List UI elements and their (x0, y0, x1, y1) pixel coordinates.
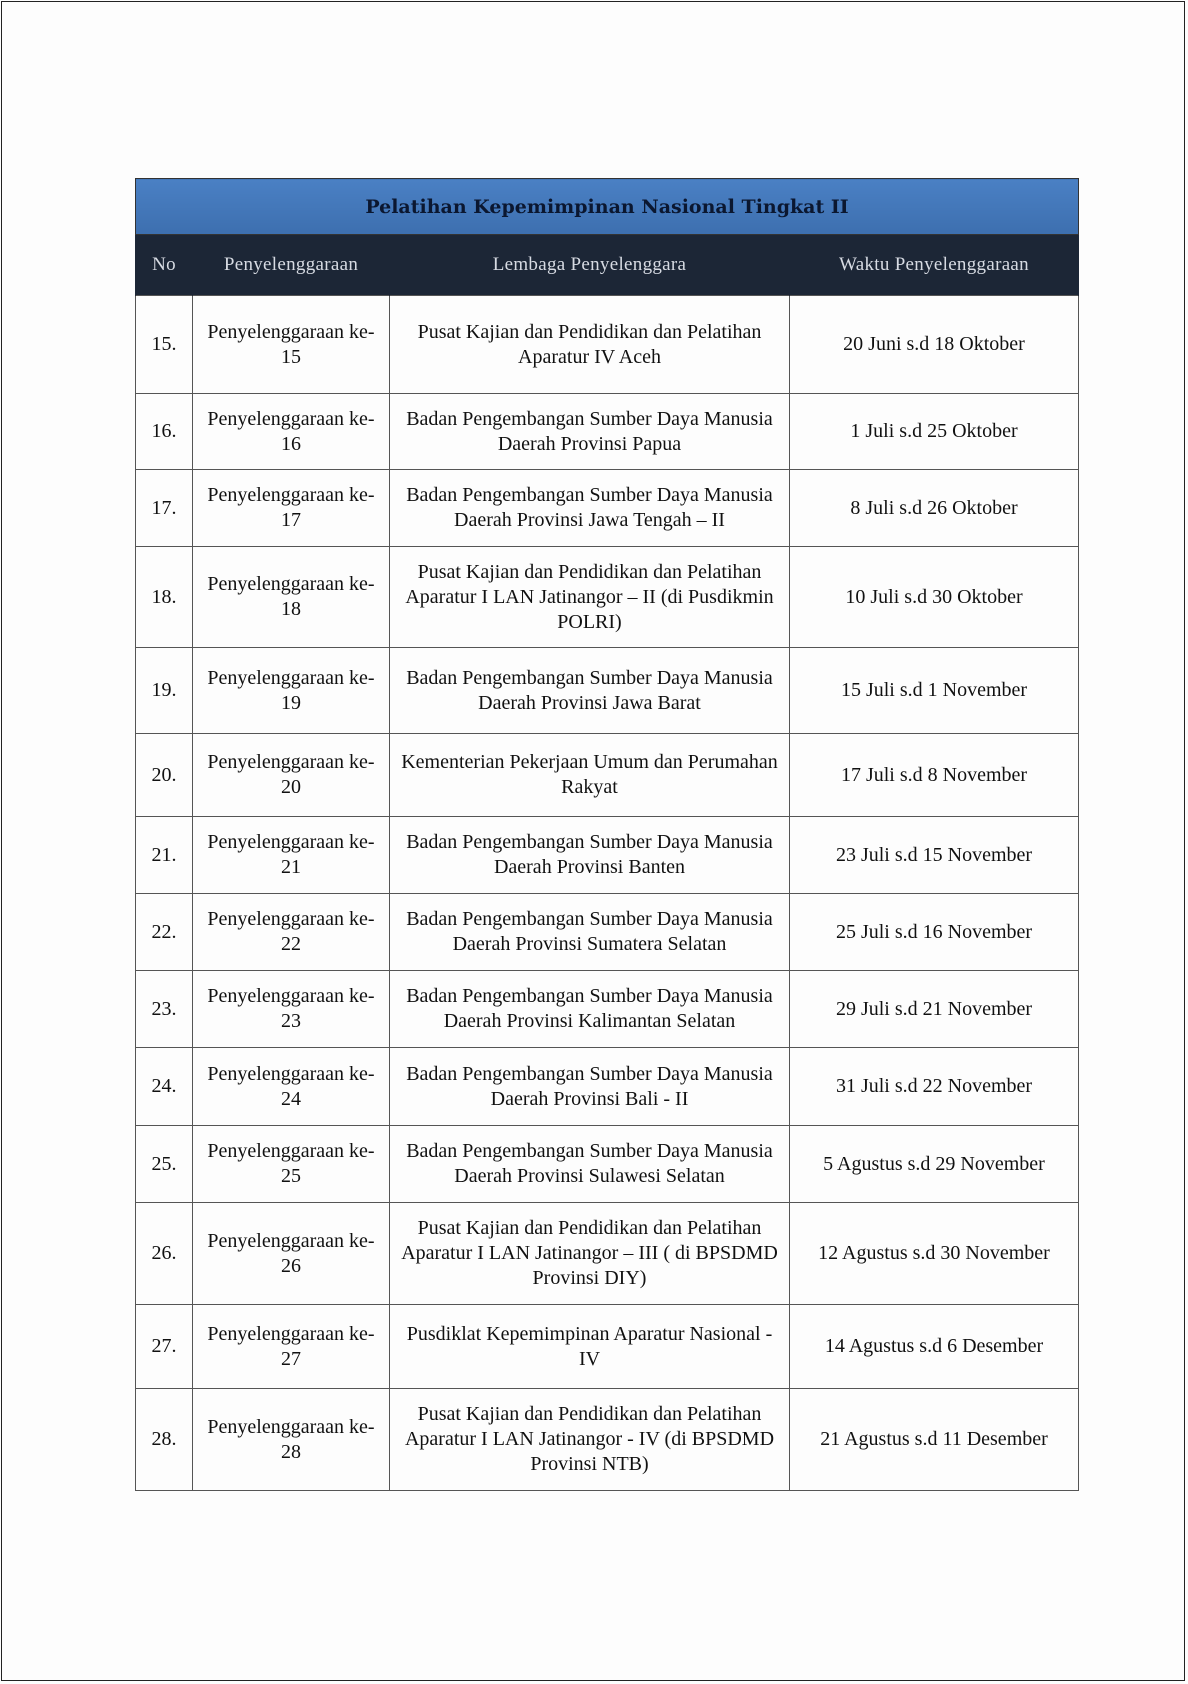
row-penyelenggaraan: Penyelenggaraan ke-18 (193, 547, 390, 648)
row-number: 18. (136, 547, 193, 648)
row-penyelenggaraan: Penyelenggaraan ke-22 (193, 894, 390, 971)
row-lembaga: Pusdiklat Kepemimpinan Aparatur Nasional - IV (390, 1305, 790, 1389)
row-waktu: 29 Juli s.d 21 November (790, 971, 1079, 1048)
row-number: 24. (136, 1048, 193, 1126)
row-waktu: 23 Juli s.d 15 November (790, 817, 1079, 894)
row-penyelenggaraan: Penyelenggaraan ke-26 (193, 1203, 390, 1305)
row-lembaga: Badan Pengembangan Sumber Daya Manusia Daerah Provinsi Jawa Tengah – II (390, 470, 790, 547)
row-waktu: 1 Juli s.d 25 Oktober (790, 394, 1079, 470)
row-penyelenggaraan: Penyelenggaraan ke-27 (193, 1305, 390, 1389)
row-waktu: 15 Juli s.d 1 November (790, 648, 1079, 734)
header-lembaga: Lembaga Penyelenggara (390, 235, 790, 296)
table-row (136, 1203, 1079, 1305)
row-number: 16. (136, 394, 193, 470)
row-lembaga: Kementerian Pekerjaan Umum dan Perumahan Rakyat (390, 734, 790, 817)
row-waktu: 17 Juli s.d 8 November (790, 734, 1079, 817)
header-row (136, 235, 1079, 296)
row-number: 17. (136, 470, 193, 547)
row-number: 25. (136, 1126, 193, 1203)
row-penyelenggaraan: Penyelenggaraan ke-16 (193, 394, 390, 470)
row-waktu: 14 Agustus s.d 6 Desember (790, 1305, 1079, 1389)
row-penyelenggaraan: Penyelenggaraan ke-20 (193, 734, 390, 817)
row-number: 28. (136, 1389, 193, 1491)
table-row (136, 971, 1079, 1048)
row-lembaga: Badan Pengembangan Sumber Daya Manusia Daerah Provinsi Jawa Barat (390, 648, 790, 734)
header-no: No (136, 235, 193, 296)
row-waktu: 8 Juli s.d 26 Oktober (790, 470, 1079, 547)
row-number: 22. (136, 894, 193, 971)
row-penyelenggaraan: Penyelenggaraan ke-17 (193, 470, 390, 547)
row-penyelenggaraan: Penyelenggaraan ke-15 (193, 296, 390, 394)
table-row (136, 394, 1079, 470)
row-waktu: 12 Agustus s.d 30 November (790, 1203, 1079, 1305)
row-number: 26. (136, 1203, 193, 1305)
row-waktu: 25 Juli s.d 16 November (790, 894, 1079, 971)
row-number: 20. (136, 734, 193, 817)
row-penyelenggaraan: Penyelenggaraan ke-21 (193, 817, 390, 894)
row-waktu: 10 Juli s.d 30 Oktober (790, 547, 1079, 648)
table-row (136, 1305, 1079, 1389)
row-penyelenggaraan: Penyelenggaraan ke-28 (193, 1389, 390, 1491)
row-lembaga: Badan Pengembangan Sumber Daya Manusia Daerah Provinsi Sumatera Selatan (390, 894, 790, 971)
table-row (136, 648, 1079, 734)
row-lembaga: Badan Pengembangan Sumber Daya Manusia Daerah Provinsi Banten (390, 817, 790, 894)
row-waktu: 31 Juli s.d 22 November (790, 1048, 1079, 1126)
table-row (136, 470, 1079, 547)
row-lembaga: Pusat Kajian dan Pendidikan dan Pelatihan Aparatur I LAN Jatinangor - IV (di BPSDMD Provinsi NTB) (390, 1389, 790, 1491)
header-waktu: Waktu Penyelenggaraan (790, 235, 1079, 296)
table-title: Pelatihan Kepemimpinan Nasional Tingkat II (136, 179, 1079, 235)
row-number: 19. (136, 648, 193, 734)
row-penyelenggaraan: Penyelenggaraan ke-24 (193, 1048, 390, 1126)
table-row (136, 296, 1079, 394)
row-number: 23. (136, 971, 193, 1048)
row-lembaga: Badan Pengembangan Sumber Daya Manusia Daerah Provinsi Papua (390, 394, 790, 470)
table-row (136, 894, 1079, 971)
row-number: 21. (136, 817, 193, 894)
row-lembaga: Pusat Kajian dan Pendidikan dan Pelatihan Aparatur I LAN Jatinangor – II (di Pusdikmin POLRI) (390, 547, 790, 648)
table-row (136, 1126, 1079, 1203)
row-lembaga: Badan Pengembangan Sumber Daya Manusia Daerah Provinsi Bali - II (390, 1048, 790, 1126)
row-number: 27. (136, 1305, 193, 1389)
row-lembaga: Pusat Kajian dan Pendidikan dan Pelatihan Aparatur I LAN Jatinangor – III ( di BPSDMD Provinsi DIY) (390, 1203, 790, 1305)
row-waktu: 20 Juni s.d 18 Oktober (790, 296, 1079, 394)
table-row (136, 734, 1079, 817)
table-row (136, 1048, 1079, 1126)
header-penyelenggaraan: Penyelenggaraan (193, 235, 390, 296)
row-penyelenggaraan: Penyelenggaraan ke-25 (193, 1126, 390, 1203)
row-number: 15. (136, 296, 193, 394)
row-lembaga: Badan Pengembangan Sumber Daya Manusia Daerah Provinsi Sulawesi Selatan (390, 1126, 790, 1203)
table-row (136, 817, 1079, 894)
row-waktu: 5 Agustus s.d 29 November (790, 1126, 1079, 1203)
row-lembaga: Pusat Kajian dan Pendidikan dan Pelatihan Aparatur IV Aceh (390, 296, 790, 394)
row-penyelenggaraan: Penyelenggaraan ke-19 (193, 648, 390, 734)
table-row (136, 1389, 1079, 1491)
table-row (136, 547, 1079, 648)
row-waktu: 21 Agustus s.d 11 Desember (790, 1389, 1079, 1491)
training-schedule-table (135, 178, 1079, 1491)
row-penyelenggaraan: Penyelenggaraan ke-23 (193, 971, 390, 1048)
row-lembaga: Badan Pengembangan Sumber Daya Manusia Daerah Provinsi Kalimantan Selatan (390, 971, 790, 1048)
